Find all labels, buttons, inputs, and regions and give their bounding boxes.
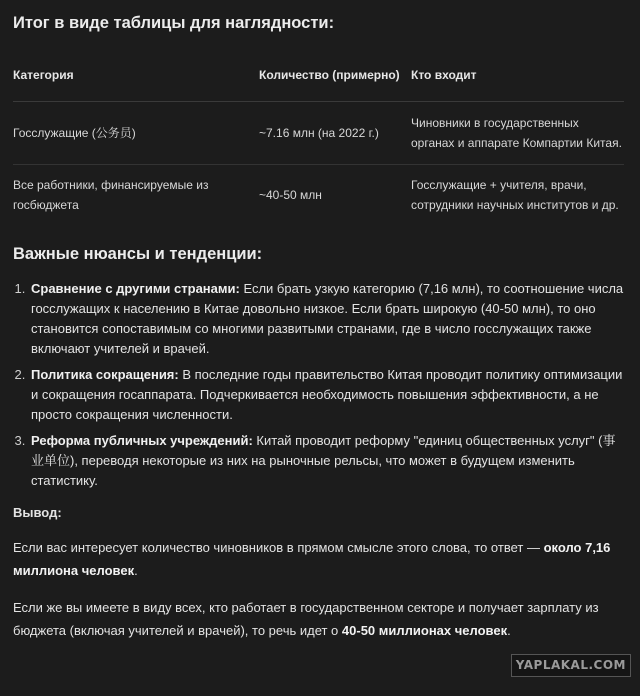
- cell-amount: [259, 165, 411, 226]
- item-term: Политика сокращения:: [31, 367, 179, 382]
- cell-who: Госслужащие + учителя, врачи, сотрудники научных институтов и др.: [411, 178, 619, 212]
- cell-who: Чиновники в государственных органах и аппарате Компартии Китая.: [411, 102, 624, 165]
- amount-note: (на 2022 г.): [314, 126, 379, 140]
- list-item: [29, 365, 624, 425]
- header-amount: Количество (примерно): [259, 49, 411, 102]
- summary-heading: Итог в виде таблицы для наглядности:: [13, 14, 335, 32]
- item-text: Если брать узкую категорию (7,16 млн), то соотношение числа госслужащих к населению в Китае довольно низкое. Если брать широкую (40-50 млн), то оно становится сопоставимым со многими развитыми странами, где в число госслужащих также включают учителей и врачей.: [31, 281, 624, 356]
- p1-text: Если вас интересует количество чиновников в прямом смысле этого слова, то ответ —: [13, 540, 544, 555]
- cell-category: Все работники, финансируемые из госбюджета: [13, 178, 209, 212]
- item-text: Китай проводит реформу "единиц общественных услуг" (事业单位), переводя некоторые из них на рыночные рельсы, что может в будущем изменить статистику.: [31, 433, 616, 488]
- item-term: Реформа публичных учреждений:: [31, 433, 253, 448]
- summary-table: [13, 49, 624, 225]
- cell-category: Госслужащие (公务员): [13, 102, 259, 165]
- header-category: Категория: [13, 49, 259, 102]
- amount-main: ~7.16 млн: [259, 126, 315, 140]
- conclusion-paragraph-1: [13, 536, 624, 582]
- list-item: [29, 431, 624, 491]
- nuances-heading: Важные нюансы и тенденции:: [13, 245, 263, 263]
- amount-main: ~40-50 млн: [259, 188, 322, 202]
- cell-amount: [259, 102, 411, 165]
- site-watermark: YAPLAKAL.COM: [511, 654, 631, 677]
- header-who: Кто входит: [411, 49, 624, 102]
- nuances-list: [13, 279, 624, 491]
- p2-bold: 40-50 миллионах человек: [341, 623, 508, 638]
- p2-end: .: [507, 623, 511, 638]
- p2-text: Если же вы имеете в виду всех, кто работает в государственном секторе и получает зарплату из бюджета (включая учителей и врачей), то речь идет о: [13, 600, 599, 638]
- table-row: [13, 102, 624, 165]
- table-header-row: [13, 49, 624, 102]
- item-term: Сравнение с другими странами:: [31, 281, 240, 296]
- p1-end: .: [134, 563, 138, 578]
- list-item: [29, 279, 624, 359]
- p1-bold: около 7,16 миллиона человек: [13, 540, 611, 578]
- item-text: В последние годы правительство Китая проводит политику оптимизации и сокращения госаппарата. Подчеркивается необходимость повышения эффективности, а не просто сокращения численности.: [31, 367, 623, 422]
- table-row: [13, 165, 624, 226]
- conclusion-paragraph-2: [13, 596, 624, 642]
- conclusion-label: Вывод:: [13, 505, 62, 520]
